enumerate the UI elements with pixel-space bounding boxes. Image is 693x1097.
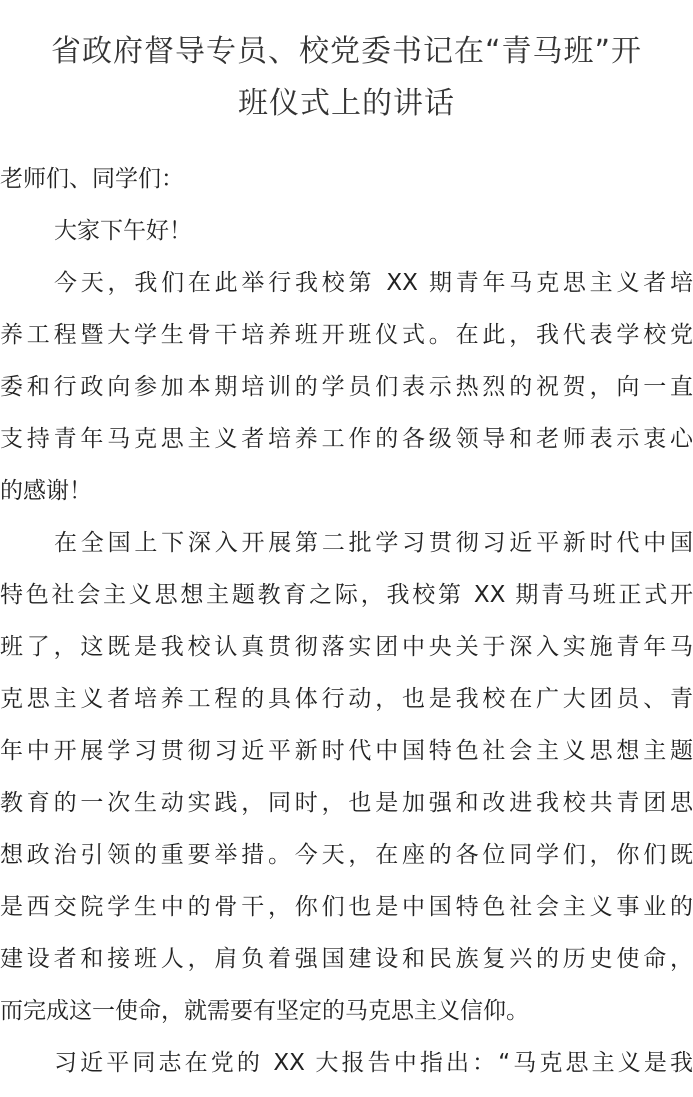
- paragraph: [0, 1037, 693, 1089]
- paragraph: [0, 205, 693, 257]
- paragraph-line: 想政治引领的重要举措。今天，在座的各位同学们，你们既: [0, 842, 693, 868]
- paragraph-line: 克思主义者培养工程的具体行动，也是我校在广大团员、青: [0, 686, 693, 712]
- paragraph-line: 在全国上下深入开展第二批学习贯彻习近平新时代中国: [54, 530, 693, 556]
- paragraph-line: 建设者和接班人，肩负着强国建设和民族复兴的历史使命，: [0, 946, 693, 972]
- title-line-1: 省政府督导专员、校党委书记在“青马班”开: [50, 34, 643, 69]
- paragraph-line: 养工程暨大学生骨干培养班开班仪式。在此，我代表学校党: [0, 322, 693, 348]
- title-line-2: 班仪式上的讲话: [238, 86, 455, 121]
- paragraph-line: 今天，我们在此举行我校第 XX 期青年马克思主义者培: [54, 270, 693, 296]
- paragraph-line: 习近平同志在党的 XX 大报告中指出：“马克思主义是我: [54, 1050, 693, 1076]
- paragraph: [0, 517, 693, 1037]
- paragraph-line: 是西交院学生中的骨干，你们也是中国特色社会主义事业的: [0, 894, 693, 920]
- paragraph-line: 的感谢！: [0, 478, 92, 504]
- paragraph-line: 年中开展学习贯彻习近平新时代中国特色社会主义思想主题: [0, 738, 693, 764]
- paragraph-line: 大家下午好！: [54, 218, 192, 244]
- paragraph-list: [0, 205, 693, 1089]
- paragraph-line: 特色社会主义思想主题教育之际，我校第 XX 期青马班正式开: [0, 582, 693, 608]
- paragraph-line: 班了，这既是我校认真贯彻落实团中央关于深入实施青年马: [0, 634, 693, 660]
- paragraph-line: 而完成这一使命，就需要有坚定的马克思主义信仰。: [0, 998, 529, 1024]
- paragraph: [0, 257, 693, 517]
- paragraph-line: 委和行政向参加本期培训的学员们表示热烈的祝贺，向一直: [0, 374, 693, 400]
- paragraph-line: 支持青年马克思主义者培养工作的各级领导和老师表示衷心: [0, 426, 693, 452]
- salutation: [0, 153, 693, 205]
- document-title: [0, 0, 693, 130]
- salutation-text: 老师们、同学们：: [0, 166, 184, 192]
- paragraph-line: 教育的一次生动实践，同时，也是加强和改进我校共青团思: [0, 790, 693, 816]
- speech-body: [0, 153, 693, 1089]
